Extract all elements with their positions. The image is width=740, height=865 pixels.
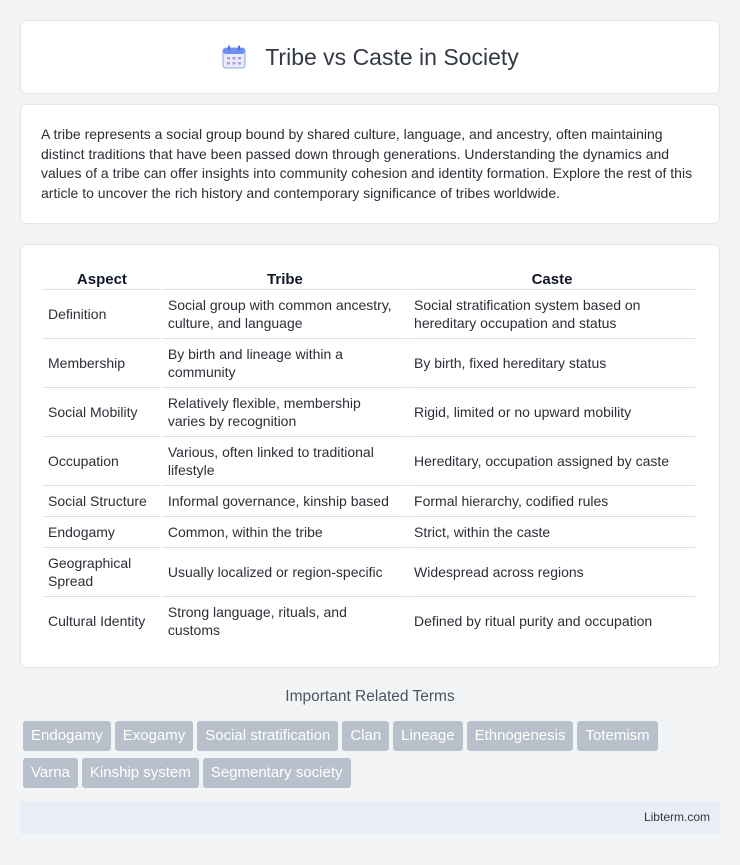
header-tribe: Tribe [267, 270, 303, 288]
related-term-tag[interactable]: Ethnogenesis [467, 721, 574, 751]
cell-aspect: Membership [43, 338, 161, 387]
related-term-tag[interactable]: Segmentary society [203, 758, 351, 788]
calendar-icon [221, 44, 247, 70]
cell-caste: Social stratification system based on hereditary occupation and status [409, 289, 695, 338]
related-term-tag[interactable]: Kinship system [82, 758, 199, 788]
cell-caste: Rigid, limited or no upward mobility [409, 387, 695, 436]
related-term-tag[interactable]: Social stratification [197, 721, 338, 751]
cell-caste: Defined by ritual purity and occupation [409, 596, 695, 645]
related-term-tag[interactable]: Lineage [393, 721, 462, 751]
cell-tribe: Informal governance, kinship based [163, 485, 407, 516]
intro-paragraph: A tribe represents a social group bound by shared culture, language, and ancestry, often maintaining distinct traditions that have been passed down through generations. Understanding the dynamics and values of a tribe can offer insights into community cohesion and identity formation. Explore the rest of this article to uncover the rich history and contemporary significance of tribes worldwide. [41, 126, 693, 201]
related-term-tag[interactable]: Clan [342, 721, 389, 751]
cell-tribe: Strong language, rituals, and customs [163, 596, 407, 645]
cell-tribe: Social group with common ancestry, culture, and language [163, 289, 407, 338]
intro-card [20, 104, 720, 224]
table-row [43, 387, 695, 436]
comparison-table [41, 267, 697, 645]
table-row [43, 485, 695, 516]
cell-aspect: Occupation [43, 436, 161, 485]
cell-tribe: By birth and lineage within a community [163, 338, 407, 387]
related-terms-list [23, 721, 723, 795]
cell-tribe: Usually localized or region-specific [163, 547, 407, 596]
related-term-tag[interactable]: Varna [23, 758, 78, 788]
table-row [43, 289, 695, 338]
cell-caste: By birth, fixed hereditary status [409, 338, 695, 387]
cell-aspect: Geographical Spread [43, 547, 161, 596]
cell-tribe: Relatively flexible, membership varies by recognition [163, 387, 407, 436]
cell-caste: Hereditary, occupation assigned by caste [409, 436, 695, 485]
related-term-tag[interactable]: Endogamy [23, 721, 111, 751]
cell-tribe: Common, within the tribe [163, 516, 407, 547]
footer [20, 801, 720, 834]
header-aspect: Aspect [76, 270, 127, 288]
cell-aspect: Definition [43, 289, 161, 338]
page-title: Tribe vs Caste in Society [265, 43, 519, 70]
table-row [43, 436, 695, 485]
related-terms-title: Important Related Terms [285, 688, 455, 705]
cell-aspect: Social Structure [43, 485, 161, 516]
cell-caste: Widespread across regions [409, 547, 695, 596]
cell-aspect: Social Mobility [43, 387, 161, 436]
table-row [43, 596, 695, 645]
cell-aspect: Cultural Identity [43, 596, 161, 645]
table-row [43, 516, 695, 547]
header-caste: Caste [531, 270, 573, 288]
table-header-row [43, 267, 695, 289]
cell-caste: Strict, within the caste [409, 516, 695, 547]
header-card [20, 20, 720, 94]
table-row [43, 547, 695, 596]
comparison-table-card [20, 244, 720, 668]
related-term-tag[interactable]: Exogamy [115, 721, 194, 751]
table-row [43, 338, 695, 387]
cell-aspect: Endogamy [43, 516, 161, 547]
related-term-tag[interactable]: Totemism [577, 721, 657, 751]
footer-site-link[interactable]: Libterm.com [643, 810, 710, 824]
cell-caste: Formal hierarchy, codified rules [409, 485, 695, 516]
cell-tribe: Various, often linked to traditional lifestyle [163, 436, 407, 485]
